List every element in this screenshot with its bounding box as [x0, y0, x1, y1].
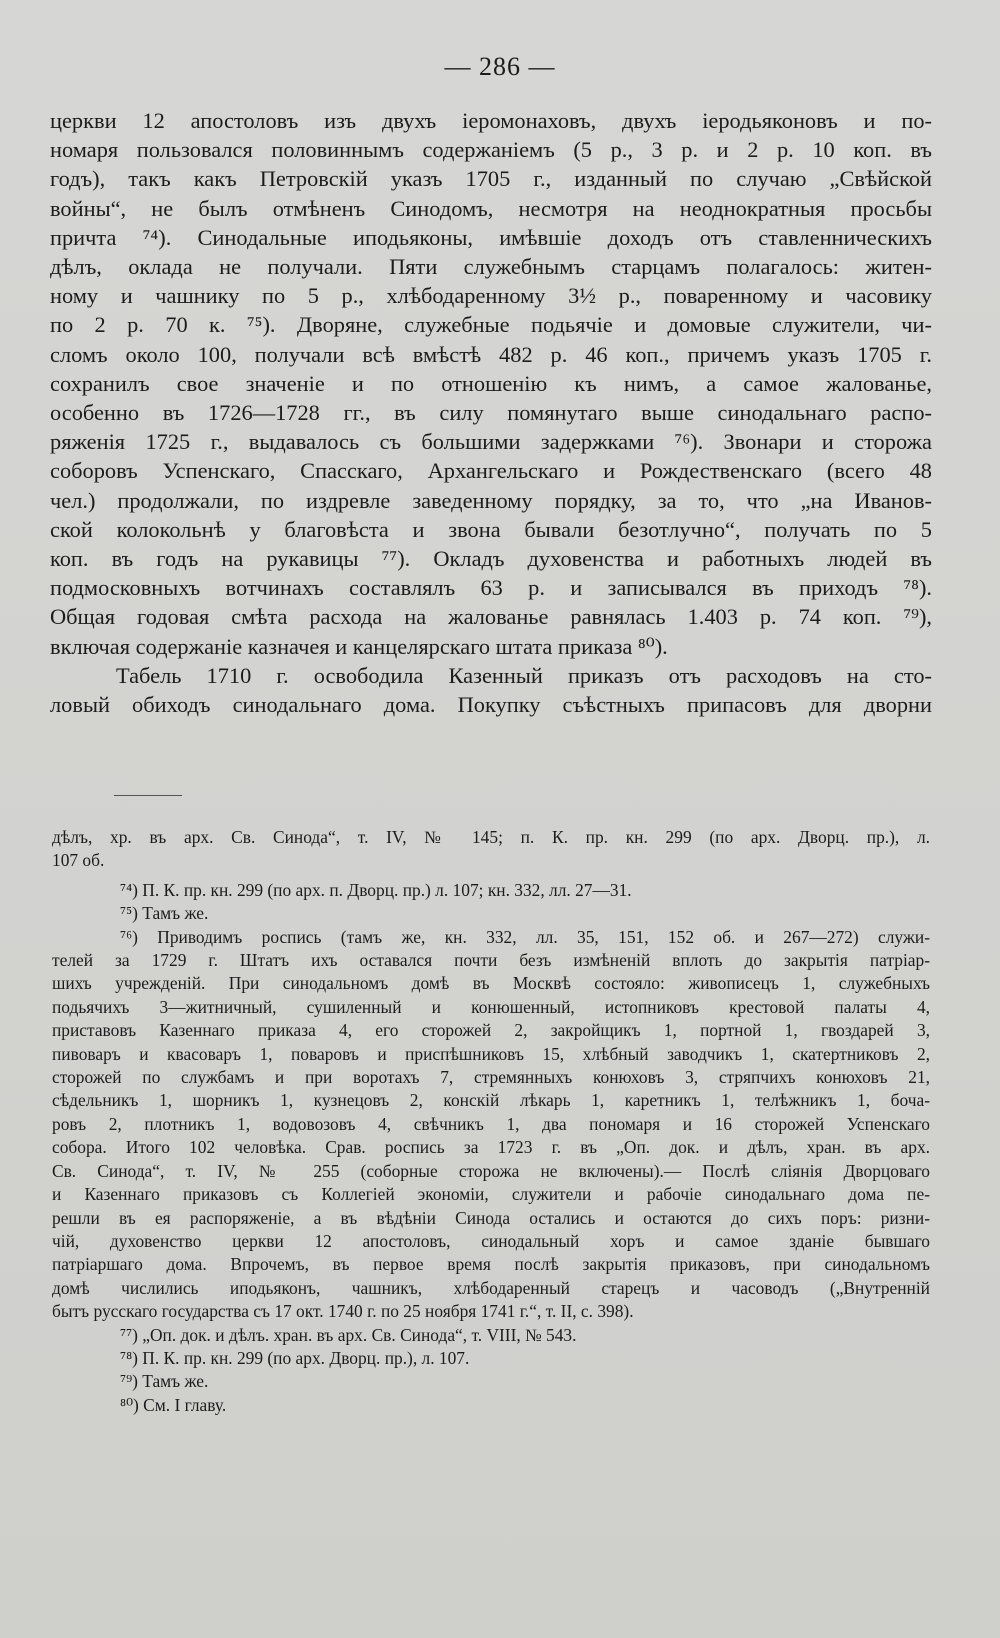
main-line: ряженія 1725 г., выдавалось съ большими задержками ⁷⁶). Звонари и сторожа — [50, 429, 932, 455]
footnote-line: Св. Синода“, т. IV, № 255 (соборные сторожа не включены).— Послѣ слiянія Дворцоваго — [52, 1160, 930, 1181]
footnote-line: сторожей по службамъ и при воротахъ 7, стремянныхъ конюховъ 3, стряпчихъ конюховъ 21, — [52, 1067, 930, 1088]
main-line: ловый обиходъ синодальнаго дома. Покупку съѣстныхъ припасовъ для дворни — [50, 692, 932, 718]
main-line: причта ⁷⁴). Синодальные иподьяконы, имѣвшіе доходъ отъ ставленническихъ — [50, 224, 932, 250]
footnote-line: домѣ числились иподьяконъ, чашникъ, хлѣбодаренный старецъ и часоводъ („Внутренній — [52, 1277, 930, 1298]
footnote-79: ⁷⁹) Тамъ же. — [120, 1371, 209, 1392]
footnote-line: подьячихъ 3—житничный, сушиленный и конюшенный, истопниковъ крестовой палаты 4, — [52, 996, 930, 1017]
main-line: особенно въ 1726—1728 гг., въ силу помянутаго выше синодальнаго распо- — [50, 400, 932, 426]
footnote-line: сѣдельникъ 1, шорникъ 1, кузнецовъ 2, конскій лѣкарь 1, каретникъ 1, телѣжникъ 1, боча- — [52, 1090, 930, 1111]
footnote-line: дѣлъ, хр. въ арх. Св. Синода“, т. IV, № 145; п. К. пр. кн. 299 (по арх. Дворц. пр.), л. — [52, 827, 930, 847]
footnote-line: приставовъ Казеннаго приказа 4, его сторожей 2, закройщикъ 1, портной 1, гвоздарей 3, — [52, 1020, 930, 1041]
main-line: чел.) продолжали, по издревле заведенному порядку, за то, что „на Иванов- — [50, 487, 932, 513]
main-line: дѣлъ, оклада не получали. Пяти служебнымъ старцамъ полагалось: житен- — [50, 254, 932, 280]
footnote-77: ⁷⁷) „Оп. док. и дѣлъ. хран. въ арх. Св. Синода“, т. VIII, № 543. — [120, 1324, 577, 1345]
main-line: годъ), такъ какъ Петровскій указъ 1705 г., изданный по случаю „Свѣйской — [50, 166, 932, 192]
main-line: сломъ около 100, получали всѣ вмѣстѣ 482 р. 46 коп., причемъ указъ 1705 г. — [50, 341, 932, 367]
main-line: по 2 р. 70 к. ⁷⁵). Дворяне, служебные подьячіе и домовые служители, чи- — [50, 312, 932, 338]
main-line: включая содержаніе казначея и канцелярскаго штата приказа ⁸⁰). — [50, 633, 668, 659]
footnote-line: шихъ учрежденій. При синодальномъ домѣ въ Москвѣ состояло: живописецъ 1, служебныхъ — [52, 973, 930, 994]
footnote-line: телей за 1729 г. Штатъ ихъ оставался почти безъ измѣненій вплоть до закрытія патріар- — [52, 950, 930, 971]
footnote-separator — [114, 795, 182, 796]
main-line: коп. въ годъ на рукавицы ⁷⁷). Окладъ духовенства и работныхъ людей въ — [50, 546, 932, 572]
main-line: церкви 12 апостоловъ изъ двухъ іеромонаховъ, двухъ іеродьяконовъ и по- — [50, 108, 932, 133]
main-line: ской колокольнѣ у благовѣста и звона бывали безотлучно“, получать по 5 — [50, 516, 932, 542]
footnote-line: решли въ ея распоряженіе, а въ вѣдѣніи Синода остались и остаются до сихъ поръ: ризни- — [52, 1207, 930, 1228]
footnotes — [52, 826, 930, 1417]
footnote-line: собора. Итого 102 человѣка. Срав. роспись за 1723 г. въ „Оп. док. и дѣлъ, хран. въ арх. — [52, 1137, 930, 1158]
main-line: подмосковныхъ вотчинахъ составлялъ 63 р. и записывался въ приходъ ⁷⁸). — [50, 575, 932, 601]
footnote-line: чій, духовенство церкви 12 апостоловъ, синодальный хоръ и самое зданіе бывшаго — [52, 1230, 930, 1251]
footnote-78: ⁷⁸) П. К. пр. кн. 299 (по арх. Дворц. пр.), л. 107. — [120, 1347, 470, 1368]
footnote-line: и Казеннаго приказовъ съ Коллегіей экономіи, служители и рабочіе синодальнаго дома пе- — [52, 1184, 930, 1205]
footnote-line: ровъ 2, плотникъ 1, водовозовъ 4, свѣчникъ 1, два пономаря и 16 сторожей Успенскаго — [52, 1113, 930, 1134]
main-line: номаря пользовался половиннымъ содержаніемъ (5 р., 3 р. и 2 р. 10 коп. въ — [50, 137, 932, 163]
main-text — [50, 106, 932, 719]
main-line: Общая годовая смѣта расхода на жалованье равнялась 1.403 р. 74 коп. ⁷⁹), — [50, 604, 932, 630]
footnote-line: патріаршаго дома. Впрочемъ, въ первое время послѣ закрытія приказовъ, при синодальномъ — [52, 1254, 930, 1275]
main-line: сохранилъ свое значеніе и по отношенію къ нимъ, а самое жалованье, — [50, 370, 932, 396]
footnote-75: ⁷⁵) Тамъ же. — [120, 903, 209, 924]
footnote-line: бытъ русскаго государства съ 17 окт. 1740 г. по 25 ноября 1741 г.“, т. II, с. 398). — [52, 1301, 634, 1322]
footnote-line: 107 об. — [52, 850, 105, 871]
main-line: ному и чашнику по 5 р., хлѣбодаренному 3½ р., поваренному и часовику — [50, 283, 932, 309]
footnote-76: ⁷⁶) Приводимъ роспись (тамъ же, кн. 332, лл. 35, 151, 152 об. и 267—272) служи- — [120, 926, 930, 947]
footnote-80: ⁸⁰) См. I главу. — [120, 1394, 227, 1415]
footnote-74: ⁷⁴) П. К. пр. кн. 299 (по арх. п. Дворц. пр.) л. 107; кн. 332, лл. 27—31. — [120, 879, 632, 900]
main-line: Табель 1710 г. освободила Казенный приказъ отъ расходовъ на сто- — [116, 662, 932, 688]
main-line: войны“, не былъ отмѣненъ Синодомъ, несмотря на неоднократныя просьбы — [50, 195, 932, 221]
main-line: соборовъ Успенскаго, Спасскаго, Архангельскаго и Рождественскаго (всего 48 — [50, 458, 932, 484]
footnote-line: пивоваръ и квасоваръ 1, поваровъ и приспѣшниковъ 15, хлѣбный заводчикъ 1, скатертниковъ 2, — [52, 1043, 930, 1064]
page-number: — 286 — — [444, 52, 556, 81]
